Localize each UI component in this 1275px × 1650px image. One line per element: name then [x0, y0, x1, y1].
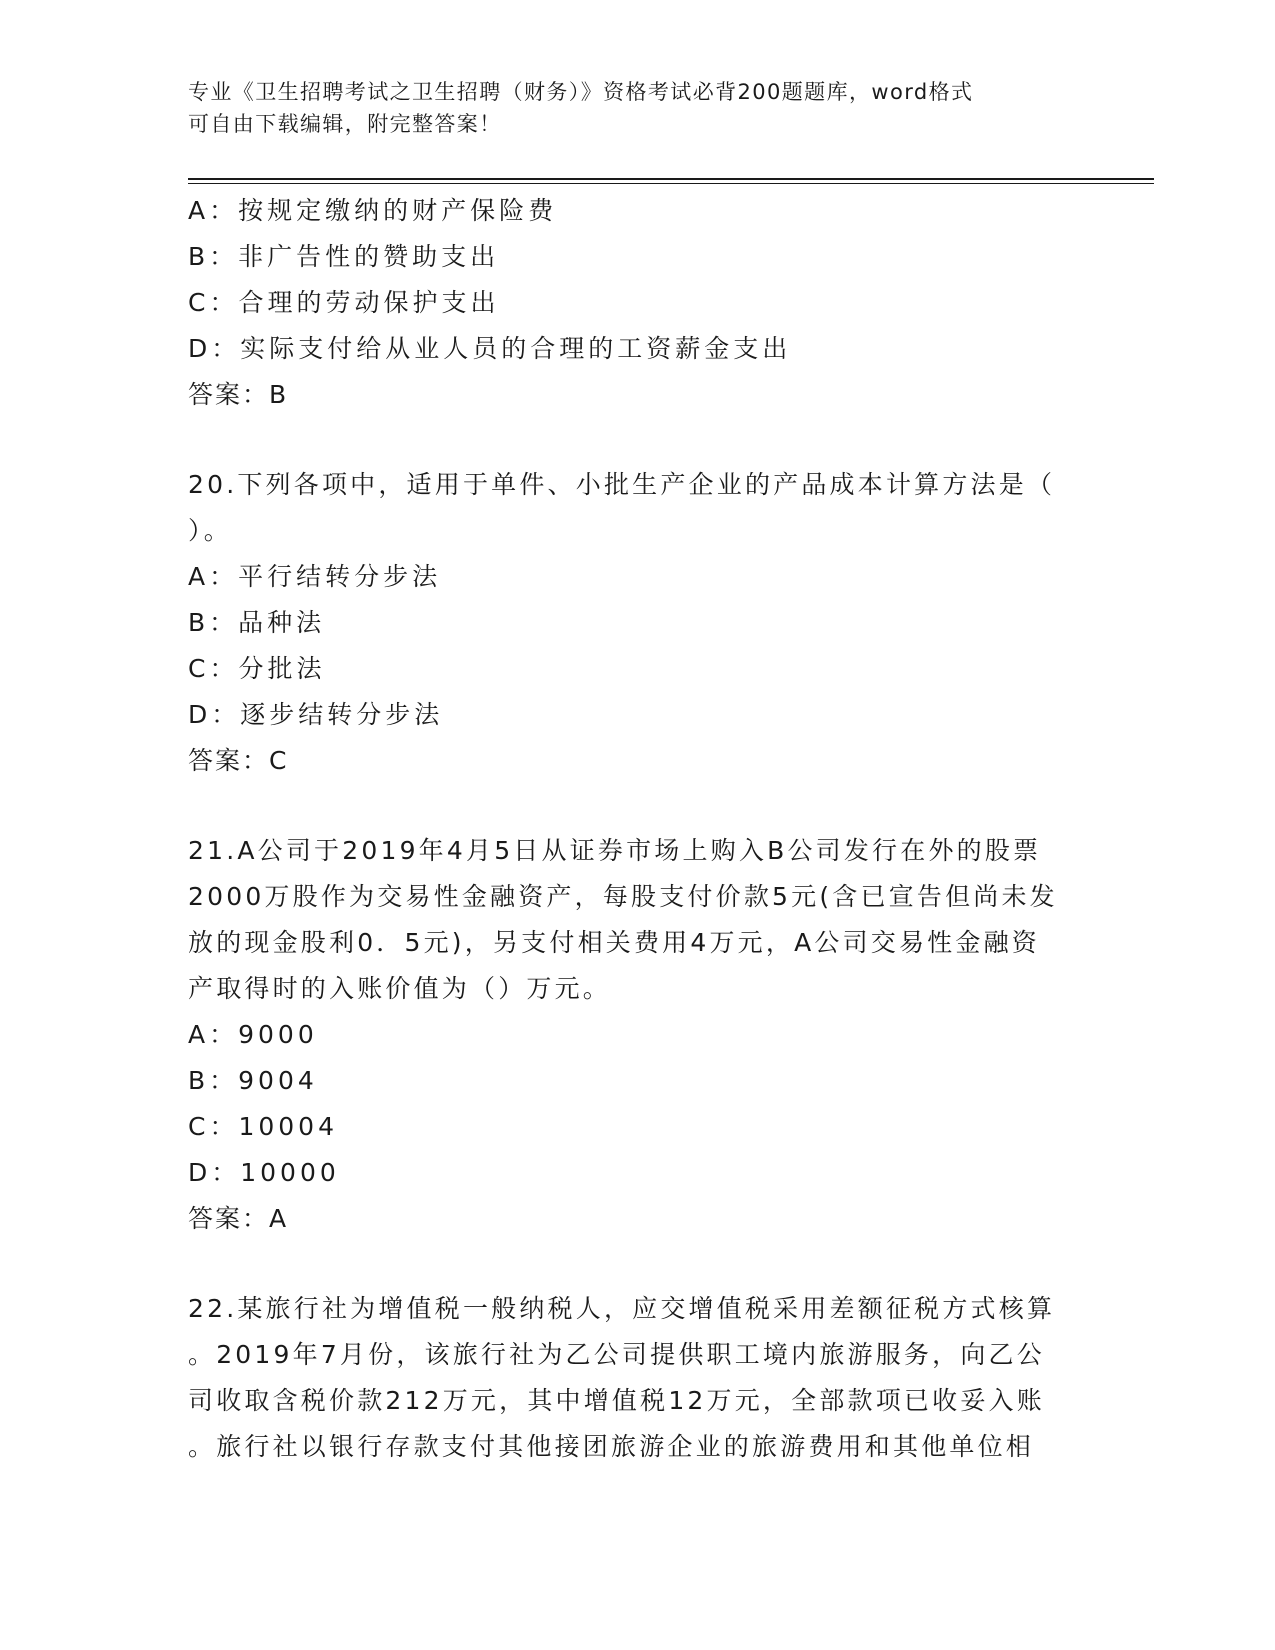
header-divider-thick [188, 178, 1154, 180]
q20-answer: 答案：C [188, 746, 289, 775]
q21-option-c: C：10004 [188, 1112, 338, 1141]
spacer [188, 1242, 1088, 1286]
q20-option-a: A：平行结转分步法 [188, 562, 442, 591]
spacer [188, 418, 1088, 462]
question-21-block [188, 828, 1088, 1242]
q21-stem-line-4: 产取得时的入账价值为（）万元。 [188, 974, 612, 1003]
q22-stem-line-4: 。旅行社以银行存款支付其他接团旅游企业的旅游费用和其他单位相 [188, 1432, 1035, 1461]
spacer [188, 784, 1088, 828]
q21-answer: 答案：A [188, 1204, 289, 1233]
q20-option-b: B：品种法 [188, 608, 326, 637]
q19-option-a: A：按规定缴纳的财产保险费 [188, 196, 558, 225]
q20-stem-line-2: ）。 [188, 516, 232, 545]
q19-option-b: B：非广告性的赞助支出 [188, 242, 500, 271]
header-title-line-2: 可自由下载编辑，附完整答案！ [188, 112, 502, 136]
q20-option-c: C：分批法 [188, 654, 326, 683]
header-title-line-1: 专业《卫生招聘考试之卫生招聘（财务）》资格考试必背200题题库，word格式 [188, 80, 974, 104]
q20-stem-line-1: 20.下列各项中，适用于单件、小批生产企业的产品成本计算方法是（ [188, 470, 1056, 499]
q22-stem-line-3: 司收取含税价款212万元，其中增值税12万元，全部款项已收妥入账 [188, 1386, 1045, 1415]
q21-option-a: A：9000 [188, 1020, 318, 1049]
q19-answer: 答案：B [188, 380, 289, 409]
q21-stem-line-3: 放的现金股利0．5元)，另支付相关费用4万元，A公司交易性金融资 [188, 928, 1040, 957]
question-19-block [188, 188, 1088, 418]
q22-stem-line-2: 。2019年7月份，该旅行社为乙公司提供职工境内旅游服务，向乙公 [188, 1340, 1045, 1369]
q21-stem-line-1: 21.A公司于2019年4月5日从证券市场上购入B公司发行在外的股票 [188, 836, 1042, 865]
q19-option-c: C：合理的劳动保护支出 [188, 288, 500, 317]
q19-option-d: D：实际支付给从业人员的合理的工资薪金支出 [188, 334, 792, 363]
question-content [188, 188, 1088, 1470]
q21-option-d: D：10000 [188, 1158, 340, 1187]
question-20-block [188, 462, 1088, 784]
q21-option-b: B：9004 [188, 1066, 318, 1095]
q20-option-d: D：逐步结转分步法 [188, 700, 444, 729]
q22-stem-line-1: 22.某旅行社为增值税一般纳税人，应交增值税采用差额征税方式核算 [188, 1294, 1056, 1323]
header-divider-thin [188, 183, 1154, 184]
q21-stem-line-2: 2000万股作为交易性金融资产，每股支付价款5元(含已宣告但尚未发 [188, 882, 1058, 911]
question-22-block [188, 1286, 1088, 1470]
document-header [188, 76, 1068, 140]
